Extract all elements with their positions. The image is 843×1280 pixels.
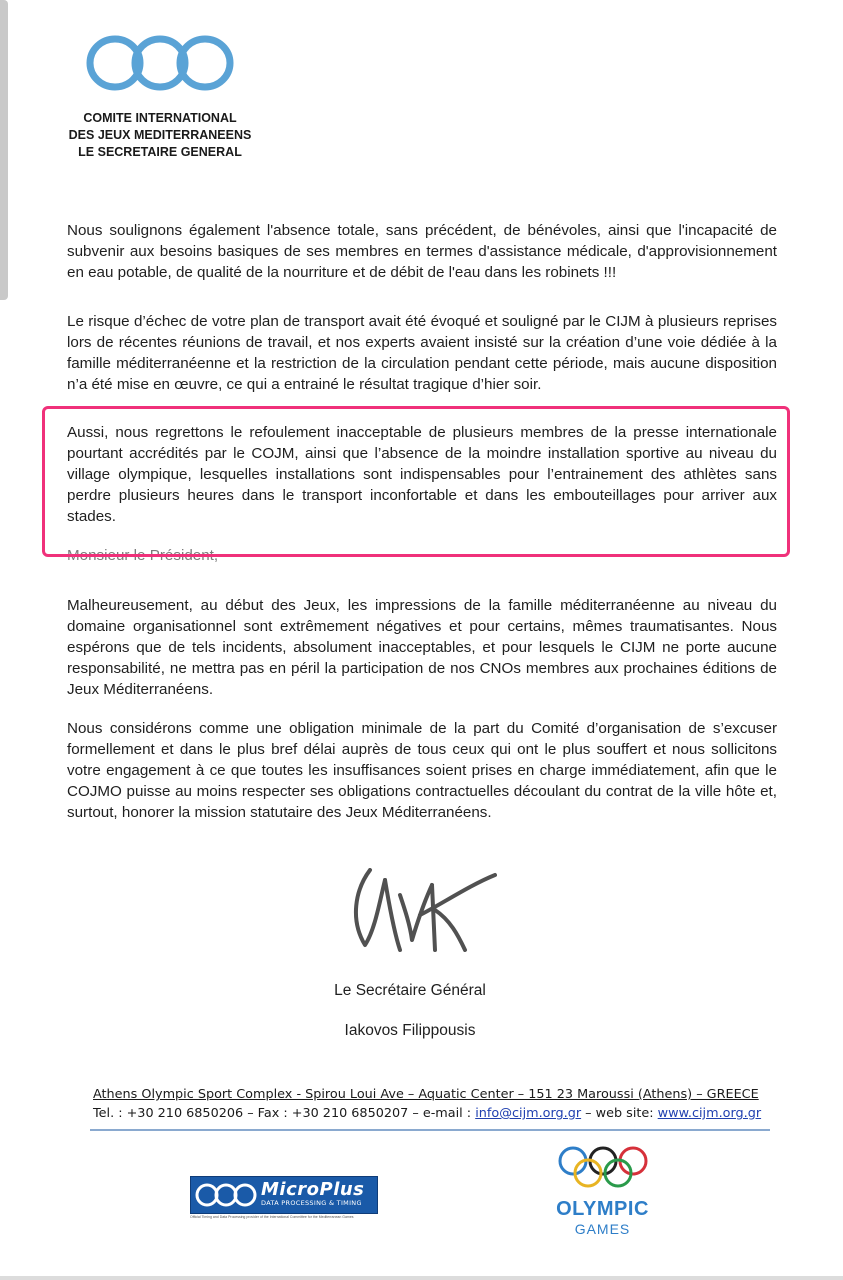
- microplus-name: MicroPlus: [261, 1179, 365, 1200]
- microplus-subtitle: DATA PROCESSING & TIMING: [261, 1199, 362, 1207]
- olympic-games-logo: [535, 1145, 670, 1237]
- bottom-edge: [0, 1276, 843, 1280]
- cut-off-salutation: Monsieur le Président,: [67, 547, 219, 564]
- org-line-3: LE SECRETAIRE GENERAL: [78, 145, 242, 159]
- signatory-title: Le Secrétaire Général: [334, 982, 486, 999]
- organization-name: [60, 110, 260, 161]
- footer-contact: [93, 1106, 761, 1121]
- olympic-subtitle: GAMES: [574, 1221, 631, 1237]
- org-line-1: COMITE INTERNATIONAL: [83, 111, 237, 125]
- cijm-rings-logo: [80, 28, 240, 98]
- paragraph-obligation: Nous considérons comme une obligation minimale de la part du Comité d’organisation de s’excuser formellement et dans le plus bref délai auprès de tous ceux qui ont le plus souffert et nous sollicitons votre engagement à ce que toutes les insuffisances soient prises en charge immédiatement, afin que le COJMO puisse au moins respecter ses obligations contractuelles découlant du contrat de la ville hôte et, surtout, honorer la mission statutaire des Jeux Méditerranéens.: [67, 720, 777, 821]
- footer-divider: [90, 1129, 770, 1131]
- paragraph-volunteers: Nous soulignons également l'absence totale, sans précédent, de bénévoles, ainsi que l'incapacité de subvenir aux besoins basiques de ses membres en termes d'assistance médicale, d'approvisionnement en eau potable, de qualité de la nourriture et de débit de l'eau dans les robinets !!!: [67, 222, 777, 281]
- footer-email-link[interactable]: info@cijm.org.gr: [475, 1106, 582, 1121]
- org-line-2: DES JEUX MEDITERRANEENS: [68, 128, 252, 142]
- highlight-box: [42, 406, 790, 564]
- signatory-name: Iakovos Filippousis: [344, 1022, 476, 1039]
- microplus-rings-icon: [195, 1181, 257, 1209]
- olympic-rings-icon: [555, 1145, 651, 1189]
- footer-web-label: – web site:: [581, 1106, 658, 1121]
- microplus-caption: Official Timing and Data Processing provider of the International Committee for the Mediterranean Games: [190, 1215, 354, 1219]
- footer-website-link[interactable]: www.cijm.org.gr: [657, 1106, 762, 1121]
- paragraph-transport: Le risque d’échec de votre plan de transport avait été évoqué et souligné par le CIJM à plusieurs reprises lors de récentes réunions de travail, et nos experts avaient insisté sur la création d’une voie dédiée à la famille méditerranéenne et la restriction de la circulation pendant cette période, mais aucune disposition n’a été mise en œuvre, ce qui a entrainé le résultat tragique d’hier soir.: [67, 313, 777, 393]
- paragraph-impressions: Malheureusement, au début des Jeux, les impressions de la famille méditerranéenne au niveau du domaine organisationnel sont extrêmement négatives et pour certains, mêmes traumatisantes. Nous espérons que de tels incidents, absolument inacceptables, et pour lesquels le CIJM ne porte aucune responsabilité, ne mettra pas en péril la participation de nos CNOs membres aux prochaines éditions de Jeux Méditerranéens.: [67, 597, 777, 698]
- footer-address: Athens Olympic Sport Complex - Spirou Loui Ave – Aquatic Center – 151 23 Maroussi (Athens) – GREECE: [93, 1087, 759, 1102]
- left-edge-bar: [0, 0, 8, 300]
- footer-tel-fax: Tel. : +30 210 6850206 – Fax : +30 210 6850207 – e-mail :: [93, 1106, 476, 1121]
- paragraph-press-highlighted: Aussi, nous regrettons le refoulement inacceptable de plusieurs membres de la presse internationale pourtant accrédités par le COJM, ainsi que l’absence de la moindre installation sportive au niveau du village olympique, lesquelles installations sont indispensables pour l’entrainement des athlètes sans perdre plusieurs heures dans le transport inconfortable et dans les embouteillages pour arriver aux stades.: [67, 424, 777, 525]
- microplus-logo: [190, 1176, 378, 1214]
- letterhead: [60, 28, 260, 161]
- olympic-title: OLYMPIC: [556, 1198, 649, 1220]
- handwritten-signature: [340, 850, 510, 960]
